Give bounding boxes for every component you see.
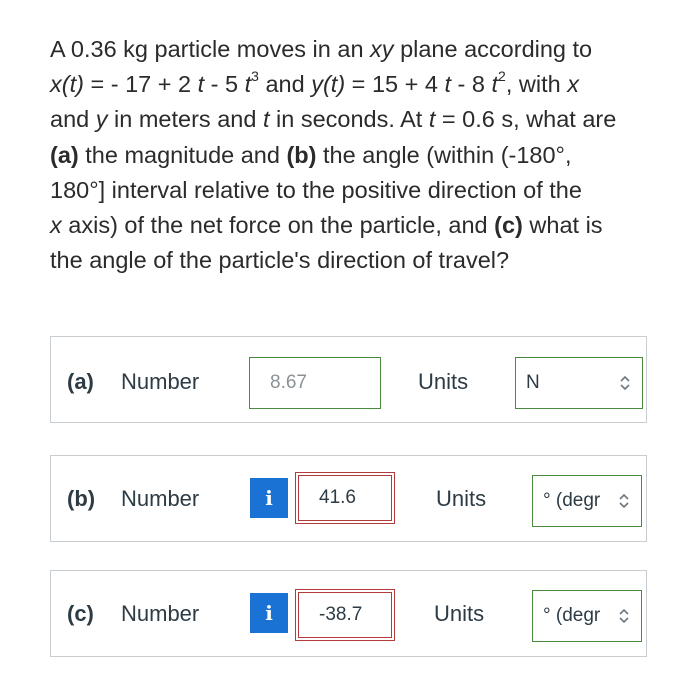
number-label-a: Number — [121, 369, 200, 394]
part-label-b: (b) — [67, 486, 96, 511]
chevron-updown-icon — [619, 493, 629, 509]
answer-row-c — [50, 570, 647, 657]
units-label-b: Units — [436, 486, 487, 511]
number-label-b: Number — [121, 486, 200, 511]
part-label-a: (a) — [67, 369, 94, 394]
question-text: A 0.36 kg particle moves in an xy plane according to x(t) = - 17 + 2 t - 5 $t^3$ and y(t) = 15 + 4 t - 8 $t^2$, with x and y in meters and t in seconds. At t = 0.6 s, what are (a) the magnitude and (b) the angle (within (-180°, 180°] interval relative to the positive direction of the x axis) of the net force on the particle, and (c) what is the angle of the particle's direction of travel? — [50, 36, 617, 274]
answer-input-a[interactable] — [249, 357, 381, 409]
units-value-a: N — [526, 372, 540, 393]
answer-value-b: 41.6 — [319, 487, 356, 508]
answer-value-a: 8.67 — [270, 372, 307, 393]
number-label-c: Number — [121, 601, 200, 626]
units-value-c: ° (degr — [543, 605, 601, 626]
answer-row-a — [50, 336, 647, 423]
units-select-b[interactable] — [532, 475, 642, 527]
units-label-a: Units — [418, 369, 469, 394]
units-select-c[interactable] — [532, 590, 642, 642]
chevron-updown-icon — [619, 608, 629, 624]
units-label-c: Units — [434, 601, 485, 626]
answer-value-c: -38.7 — [319, 604, 363, 625]
units-value-b: ° (degr — [543, 490, 601, 511]
info-icon[interactable]: i — [250, 478, 288, 518]
answer-input-b[interactable] — [298, 475, 392, 521]
part-label-c: (c) — [67, 601, 94, 626]
answer-row-b — [50, 455, 647, 542]
units-select-a[interactable] — [515, 357, 643, 409]
chevron-updown-icon — [620, 375, 630, 391]
info-icon[interactable]: i — [250, 593, 288, 633]
answer-input-c[interactable] — [298, 592, 392, 638]
